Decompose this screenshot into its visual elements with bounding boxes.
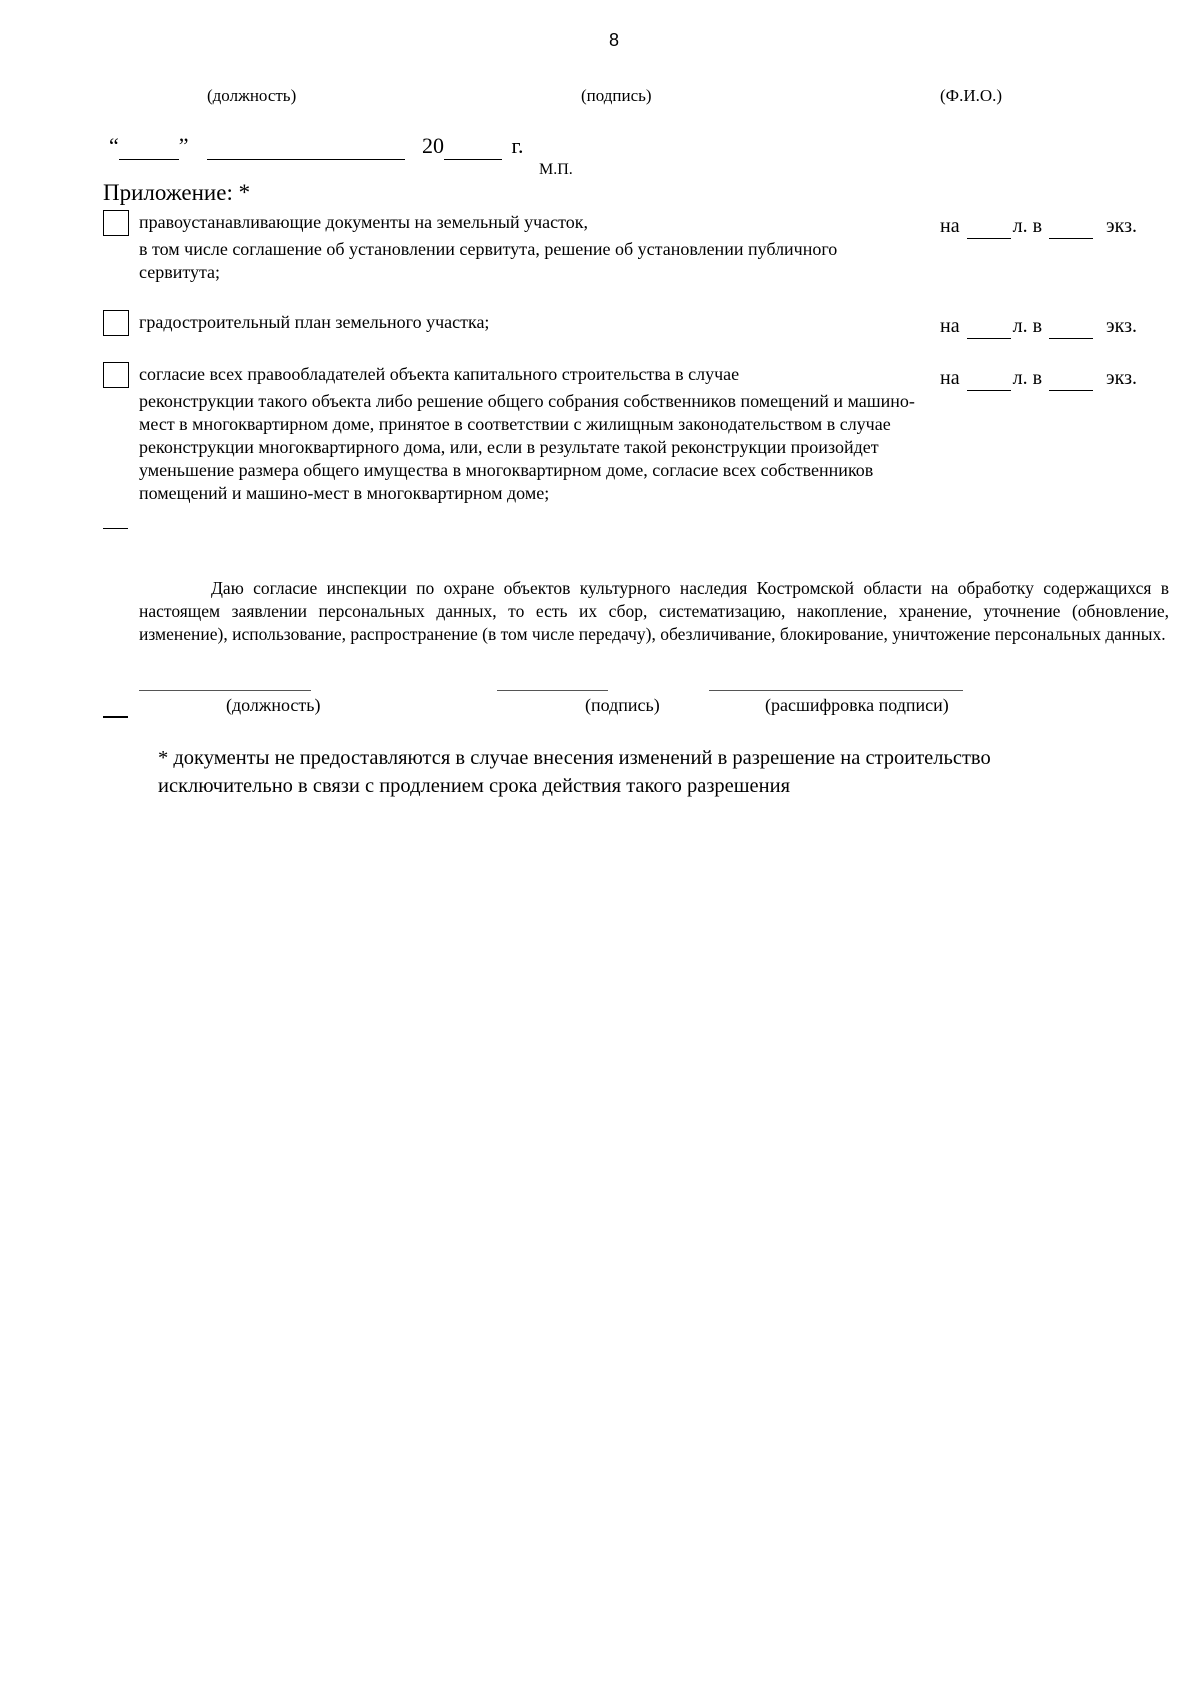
count-on-label: на [940, 315, 960, 337]
consent-paragraph: Даю согласие инспекции по охране объектов культурного наследия Костромской области на обработку содержащихся в настоящем заявлении персональных данных, то есть их сбор, систематизацию, накопление, хранение, уточнение (обновление, изменение), использование, распространение (в том числе передачу), обезличивание, блокирование, уничтожение персональных данных. [139, 578, 1169, 644]
consent-signature-caption: (подпись) [585, 695, 660, 715]
consent-decoding-line[interactable] [709, 690, 963, 691]
month-field[interactable] [207, 133, 405, 163]
sheets-label: л. в [1012, 367, 1043, 389]
copies-label: экз. [1106, 215, 1137, 237]
attachment-checkbox-title-documents[interactable] [103, 210, 129, 236]
consent-position-caption: (должность) [226, 695, 321, 715]
attachments-heading: Приложение: * [103, 180, 251, 205]
count-on-label: на [940, 367, 960, 389]
attachment-count-urban-plan [940, 315, 1137, 339]
day-blank[interactable] [119, 133, 179, 160]
attachment-checkbox-urban-plan[interactable] [103, 310, 129, 336]
consent-position-line[interactable] [139, 690, 311, 691]
year-suffix: г. [511, 133, 524, 158]
attachment-item-owners-consent [139, 363, 929, 505]
attachment-item-text: в том числе соглашение об установлении сервитута, решение об установлении публичного сервитута; [139, 239, 838, 282]
copies-blank[interactable] [1049, 367, 1093, 391]
attachment-count-owners-consent [940, 367, 1137, 391]
attachment-checkbox-owners-consent[interactable] [103, 362, 129, 388]
sheets-blank[interactable] [967, 215, 1011, 239]
sheets-blank[interactable] [967, 367, 1011, 391]
footnote: * документы не предоставляются в случае внесения изменений в разрешение на строительство исключительно в связи с продлением срока действия такого разрешения [158, 747, 991, 797]
date-close-quote: ” [178, 133, 189, 158]
position-caption: (должность) [207, 86, 297, 105]
date-open-quote: “ [109, 133, 119, 158]
sheets-label: л. в [1012, 315, 1043, 337]
count-on-label: на [940, 215, 960, 237]
attachment-item-urban-plan [139, 311, 939, 334]
year-prefix: 20 [422, 133, 444, 158]
copies-label: экз. [1106, 315, 1137, 337]
year-field [422, 133, 524, 163]
copies-blank[interactable] [1049, 215, 1093, 239]
stray-underline [103, 528, 128, 529]
date-line [109, 133, 189, 163]
consent-decoding-caption: (расшифровка подписи) [765, 695, 949, 715]
page-number: 8 [609, 30, 620, 50]
attachment-item-text: реконструкции такого объекта либо решение общего собрания собственников помещений и машино-мест в многоквартирном доме, принятое в соответствии с жилищным законодательством в случае реконструкции многоквартирного дома, или, если в результате такой реконструкции произойдет уменьшение размера общего имущества в многоквартирном доме, согласие всех собственников помещений и машино-мест в многоквартирном доме; [139, 391, 915, 503]
year-blank[interactable] [444, 133, 502, 160]
attachment-item-title-documents [139, 211, 939, 284]
copies-blank[interactable] [1049, 315, 1093, 339]
attachment-item-text: градостроительный план земельного участка; [139, 312, 490, 332]
attachment-item-text: правоустанавливающие документы на земельный участок, [139, 212, 588, 232]
attachment-item-text: согласие всех правообладателей объекта капитального строительства в случае [139, 364, 740, 384]
signature-caption: (подпись) [581, 86, 652, 105]
consent-signature-line[interactable] [497, 690, 608, 691]
attachment-count-title-documents [940, 215, 1137, 239]
stray-dash [103, 716, 128, 718]
stamp-place-label: М.П. [539, 161, 573, 178]
copies-label: экз. [1106, 367, 1137, 389]
full-name-caption: (Ф.И.О.) [940, 86, 1003, 105]
sheets-label: л. в [1012, 215, 1043, 237]
sheets-blank[interactable] [967, 315, 1011, 339]
